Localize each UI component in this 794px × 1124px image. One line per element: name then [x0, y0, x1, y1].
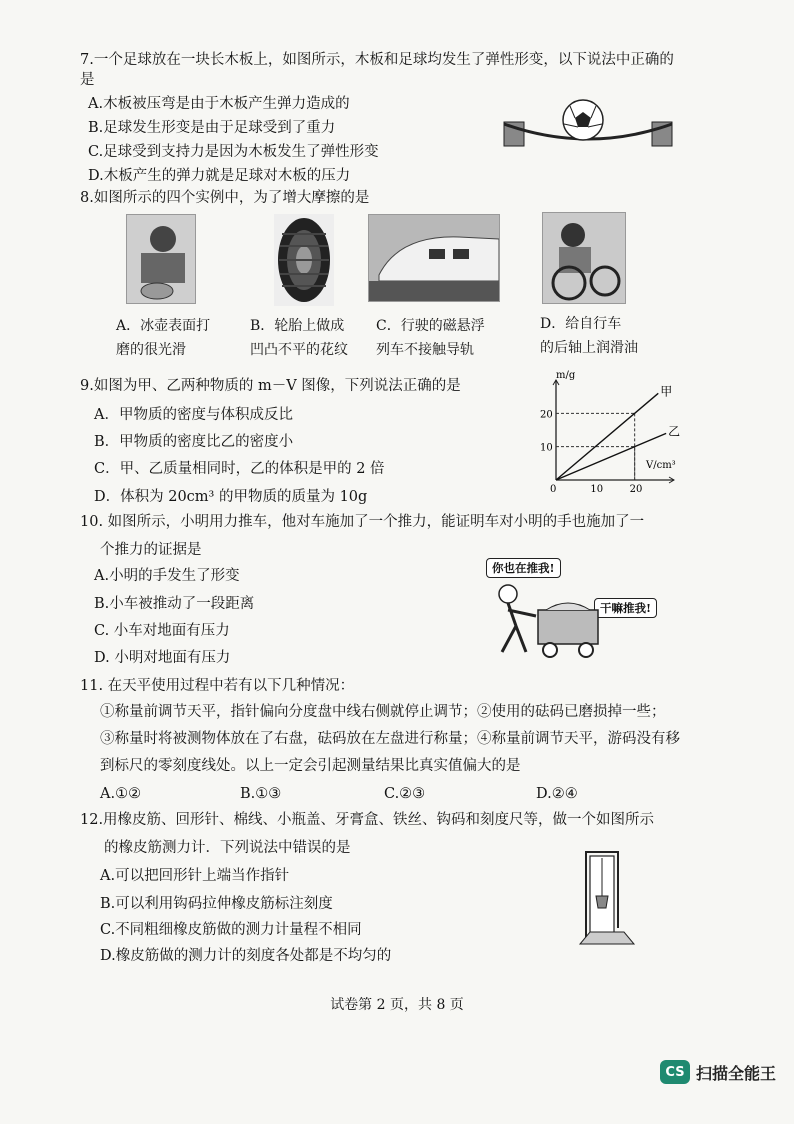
q11-option-b: B.①③ — [240, 786, 282, 802]
q8-caption-d: D．给自行车 的后轴上润滑油 — [540, 316, 638, 356]
x-axis-label: V/cm³ — [646, 460, 676, 471]
q8-caption-c: C．行驶的磁悬浮 列车不接触导轨 — [376, 318, 485, 358]
x-tick-label: 20 — [629, 484, 643, 494]
q10-option-b: B.小车被推动了一段距离 — [94, 596, 255, 612]
y-tick-label: 10 — [540, 442, 553, 454]
q12-stem-line1: 12.用橡皮筋、回形针、棉线、小瓶盖、牙膏盒、铁丝、钩码和刻度尺等，做一个如图所示 — [80, 812, 655, 828]
series-label-yi: 乙 — [668, 424, 681, 439]
q11-option-c: C.②③ — [384, 786, 426, 802]
curling-photo — [126, 214, 196, 304]
q7-option-c: C.足球受到支持力是因为木板发生了弹性形变 — [88, 144, 379, 160]
q7-option-a: A.木板被压弯是由于木板产生弹力造成的 — [88, 96, 350, 112]
y-axis-label: m/g — [556, 370, 576, 381]
q11-line1: ①称量前调节天平，指针偏向分度盘中线右侧就停止调节；②使用的砝码已磨损掉一些； — [100, 704, 666, 720]
q11-option-a: A.①② — [100, 786, 142, 802]
q11-stem: 11. 在天平使用过程中若有以下几种情况： — [80, 678, 355, 694]
bicycle-photo — [542, 212, 626, 304]
series-line-jia — [556, 393, 658, 480]
football-on-board-figure — [500, 96, 680, 156]
q12-stem-line2: 的橡皮筋测力计．下列说法中错误的是 — [104, 840, 351, 856]
q10-option-d: D. 小明对地面有压力 — [94, 650, 231, 666]
mass-volume-chart — [536, 364, 686, 494]
x-tick-label: 0 — [550, 484, 557, 494]
q12-option-c: C.不同粗细橡皮筋做的测力计量程不相同 — [100, 922, 362, 938]
q9-option-a: A．甲物质的密度与体积成反比 — [94, 407, 293, 423]
scanner-badge — [660, 1060, 776, 1084]
q10-stem-line2: 个推力的证据是 — [100, 542, 202, 558]
q12-option-d: D.橡皮筋做的测力计的刻度各处都是不均匀的 — [100, 948, 392, 964]
q11-line2: ③称量时将被测物体放在了右盘，砝码放在左盘进行称量；④称量前调节天平，游码没有移 — [100, 731, 680, 747]
q7-stem-line1: 7.一个足球放在一块长木板上，如图所示，木板和足球均发生了弹性形变，以下说法中正确的 — [80, 52, 674, 68]
q8-stem: 8.如图所示的四个实例中，为了增大摩擦的是 — [80, 190, 370, 206]
rubber-band-dynamometer-figure — [576, 848, 640, 948]
q11-option-d: D.②④ — [536, 786, 578, 802]
boy-pushing-cart-figure — [486, 580, 616, 662]
page-footer: 试卷第 2 页，共 8 页 — [330, 997, 464, 1013]
q10-stem-line1: 10. 如图所示，小明用力推车，他对车施加了一个推力，能证明车对小明的手也施加了一 — [80, 514, 645, 530]
q12-option-a: A.可以把回形针上端当作指针 — [100, 868, 290, 884]
series-label-jia: 甲 — [660, 384, 673, 399]
camscanner-logo-icon: CS — [660, 1060, 690, 1084]
y-tick-label: 20 — [540, 409, 553, 421]
tire-photo — [274, 214, 334, 306]
q7-stem-line2: 是 — [80, 72, 95, 88]
x-tick-label: 10 — [590, 484, 604, 494]
q7-option-d: D.木板产生的弹力就是足球对木板的压力 — [88, 168, 351, 184]
speech-bubble-boy: 你也在推我! — [486, 558, 561, 578]
q9-stem: 9.如图为甲、乙两种物质的 m－V 图像，下列说法正确的是 — [80, 378, 461, 394]
maglev-train-photo — [368, 214, 500, 302]
scanner-badge-text: 扫描全能王 — [695, 1063, 776, 1083]
q12-option-b: B.可以利用钩码拉伸橡皮筋标注刻度 — [100, 896, 333, 912]
q10-option-a: A.小明的手发生了形变 — [94, 568, 240, 584]
series-line-yi — [556, 433, 666, 480]
q9-option-c: C．甲、乙质量相同时，乙的体积是甲的 2 倍 — [94, 461, 385, 477]
q9-option-d: D．体积为 20cm³ 的甲物质的质量为 10g — [94, 489, 368, 505]
q11-line3: 到标尺的零刻度线处。以上一定会引起测量结果比真实值偏大的是 — [100, 758, 521, 774]
q9-option-b: B．甲物质的密度比乙的密度小 — [94, 434, 294, 450]
q8-caption-a: A．冰壶表面打 磨的很光滑 — [116, 318, 211, 358]
q8-caption-b: B．轮胎上做成 凹凸不平的花纹 — [250, 318, 348, 358]
q10-option-c: C. 小车对地面有压力 — [94, 623, 230, 639]
q7-option-b: B.足球发生形变是由于足球受到了重力 — [88, 120, 336, 136]
speech-bubble-cart: 干嘛推我! — [594, 598, 657, 618]
